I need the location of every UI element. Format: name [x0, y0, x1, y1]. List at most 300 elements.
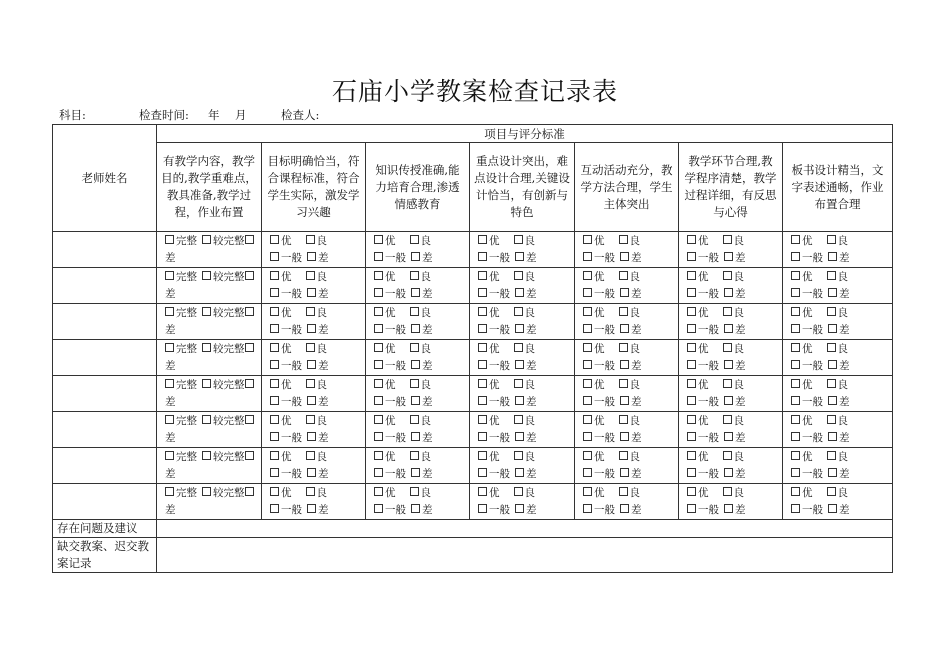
checkbox[interactable] [306, 379, 315, 388]
completeness-cell: 完整 较完整 差 [157, 376, 262, 412]
checkbox[interactable] [202, 487, 211, 496]
checkbox[interactable] [687, 271, 696, 280]
checkbox[interactable] [619, 379, 628, 388]
checkbox[interactable] [374, 432, 383, 441]
checkbox[interactable] [687, 432, 696, 441]
checkbox[interactable] [583, 504, 592, 513]
checkbox[interactable] [307, 504, 316, 513]
grade-cell: 优 良 一般 差 [366, 268, 470, 304]
checkbox[interactable] [307, 252, 316, 261]
checkbox[interactable] [515, 288, 524, 297]
checkbox[interactable] [827, 379, 836, 388]
checkbox[interactable] [245, 415, 254, 424]
checkbox[interactable] [374, 271, 383, 280]
checkbox[interactable] [410, 451, 419, 460]
checkbox[interactable] [374, 415, 383, 424]
checkbox[interactable] [374, 379, 383, 388]
checkbox[interactable] [583, 235, 592, 244]
checkbox[interactable] [478, 307, 487, 316]
checkbox[interactable] [374, 468, 383, 477]
checkbox[interactable] [411, 396, 420, 405]
checkbox[interactable] [514, 235, 523, 244]
checkbox[interactable] [620, 504, 629, 513]
checkbox[interactable] [478, 360, 487, 369]
criterion-header: 教学环节合理,教学程序清楚，教学过程详细，有反思与心得 [679, 143, 783, 232]
checkbox[interactable] [374, 343, 383, 352]
criterion-header: 重点设计突出，难点设计合理,关键设计恰当，有创新与特色 [470, 143, 575, 232]
checkbox[interactable] [306, 271, 315, 280]
checkbox[interactable] [410, 343, 419, 352]
criterion-header: 板书设计精当，文字表述通畅，作业布置合理 [783, 143, 893, 232]
checkbox[interactable] [270, 360, 279, 369]
checkbox[interactable] [583, 343, 592, 352]
checkbox[interactable] [307, 432, 316, 441]
checkbox[interactable] [723, 235, 732, 244]
checkbox[interactable] [270, 379, 279, 388]
grade-cell: 优 良 一般 差 [783, 232, 893, 268]
grade-cell: 优 良 一般 差 [470, 340, 575, 376]
checkbox[interactable] [619, 343, 628, 352]
table-row [53, 268, 893, 304]
checkbox[interactable] [827, 415, 836, 424]
checkbox[interactable] [478, 432, 487, 441]
checkbox[interactable] [374, 307, 383, 316]
grade-cell: 优 良 一般 差 [679, 448, 783, 484]
checkbox[interactable] [514, 271, 523, 280]
missing-row [53, 538, 893, 573]
grade-cell: 优 良 一般 差 [575, 448, 679, 484]
checkbox[interactable] [687, 288, 696, 297]
grade-cell: 优 良 一般 差 [366, 304, 470, 340]
checkbox[interactable] [478, 468, 487, 477]
checkbox[interactable] [620, 396, 629, 405]
teacher-name-cell[interactable] [53, 340, 157, 376]
checkbox[interactable] [478, 288, 487, 297]
grade-cell: 优 良 一般 差 [262, 484, 366, 520]
checkbox[interactable] [245, 307, 254, 316]
checkbox[interactable] [791, 451, 800, 460]
teacher-name-cell[interactable] [53, 484, 157, 520]
checkbox[interactable] [828, 288, 837, 297]
checkbox[interactable] [202, 343, 211, 352]
checkbox[interactable] [270, 396, 279, 405]
checkbox[interactable] [514, 343, 523, 352]
checkbox[interactable] [687, 415, 696, 424]
checkbox[interactable] [791, 360, 800, 369]
checkbox[interactable] [374, 235, 383, 244]
checkbox[interactable] [514, 451, 523, 460]
checkbox[interactable] [828, 252, 837, 261]
grade-cell: 优 良 一般 差 [262, 304, 366, 340]
grade-cell: 优 良 一般 差 [262, 340, 366, 376]
checkbox[interactable] [270, 288, 279, 297]
checkbox[interactable] [620, 324, 629, 333]
year-label: 年 [208, 108, 220, 122]
checkbox[interactable] [374, 504, 383, 513]
checkbox[interactable] [791, 235, 800, 244]
checkbox[interactable] [723, 487, 732, 496]
table-row [53, 304, 893, 340]
checkbox[interactable] [583, 288, 592, 297]
checkbox[interactable] [411, 360, 420, 369]
checkbox[interactable] [687, 396, 696, 405]
checkbox[interactable] [723, 451, 732, 460]
issues-label: 存在问题及建议 [53, 520, 157, 538]
checkbox[interactable] [791, 379, 800, 388]
check-time-label: 检查时间: [139, 108, 189, 122]
checkbox[interactable] [687, 487, 696, 496]
checkbox[interactable] [515, 360, 524, 369]
checkbox[interactable] [724, 252, 733, 261]
checkbox[interactable] [270, 432, 279, 441]
issues-field[interactable] [157, 520, 893, 538]
checkbox[interactable] [583, 252, 592, 261]
checkbox[interactable] [202, 451, 211, 460]
grade-cell: 优 良 一般 差 [470, 304, 575, 340]
checkbox[interactable] [619, 271, 628, 280]
checkbox[interactable] [827, 451, 836, 460]
grade-cell: 优 良 一般 差 [262, 376, 366, 412]
checkbox[interactable] [410, 415, 419, 424]
checkbox[interactable] [828, 360, 837, 369]
checkbox[interactable] [478, 487, 487, 496]
grade-cell: 优 良 一般 差 [470, 412, 575, 448]
checkbox[interactable] [687, 379, 696, 388]
checkbox[interactable] [583, 432, 592, 441]
checkbox[interactable] [202, 271, 211, 280]
grade-cell: 优 良 一般 差 [575, 304, 679, 340]
page-title: 石庙小学教案检查记录表 [331, 77, 618, 106]
inspection-table [52, 124, 893, 573]
checkbox[interactable] [306, 415, 315, 424]
checkbox[interactable] [723, 415, 732, 424]
checkbox[interactable] [583, 468, 592, 477]
grade-cell: 优 良 一般 差 [575, 412, 679, 448]
checkbox[interactable] [583, 307, 592, 316]
checkbox[interactable] [374, 252, 383, 261]
checkbox[interactable] [270, 235, 279, 244]
completeness-cell: 完整 较完整 差 [157, 232, 262, 268]
checkbox[interactable] [724, 432, 733, 441]
completeness-cell: 完整 较完整 差 [157, 340, 262, 376]
checkbox[interactable] [270, 468, 279, 477]
checkbox[interactable] [791, 271, 800, 280]
checkbox[interactable] [306, 235, 315, 244]
checkbox[interactable] [583, 451, 592, 460]
checkbox[interactable] [827, 271, 836, 280]
grade-cell: 优 良 一般 差 [575, 232, 679, 268]
checkbox[interactable] [374, 288, 383, 297]
checkbox[interactable] [620, 432, 629, 441]
grade-cell: 优 良 一般 差 [783, 340, 893, 376]
checkbox[interactable] [791, 324, 800, 333]
checkbox[interactable] [410, 271, 419, 280]
checkbox[interactable] [619, 235, 628, 244]
checkbox[interactable] [270, 451, 279, 460]
checkbox[interactable] [828, 468, 837, 477]
criterion-header: 目标明确恰当，符合课程标准，符合学生实际，激发学习兴趣 [262, 143, 366, 232]
grade-cell: 优 良 一般 差 [366, 232, 470, 268]
grade-cell: 优 良 一般 差 [679, 340, 783, 376]
checkbox[interactable] [411, 252, 420, 261]
completeness-cell: 完整 较完整 差 [157, 448, 262, 484]
criterion-header: 有教学内容，教学目的,教学重难点，教具准备,教学过程，作业布置 [157, 143, 262, 232]
teacher-name-cell[interactable] [53, 232, 157, 268]
grade-cell: 优 良 一般 差 [679, 412, 783, 448]
checkbox[interactable] [374, 360, 383, 369]
checkbox[interactable] [165, 235, 174, 244]
grade-cell: 优 良 一般 差 [679, 376, 783, 412]
checkbox[interactable] [307, 360, 316, 369]
teacher-name-cell[interactable] [53, 268, 157, 304]
checkbox[interactable] [270, 504, 279, 513]
checkbox[interactable] [478, 252, 487, 261]
checkbox[interactable] [270, 324, 279, 333]
checkbox[interactable] [165, 343, 174, 352]
checkbox[interactable] [374, 487, 383, 496]
checkbox[interactable] [687, 235, 696, 244]
inspector-label: 检查人: [281, 108, 320, 122]
checkbox[interactable] [619, 487, 628, 496]
checkbox[interactable] [478, 271, 487, 280]
criterion-header: 知识传授准确,能力培育合理,渗透情感教育 [366, 143, 470, 232]
checkbox[interactable] [827, 307, 836, 316]
checkbox[interactable] [583, 415, 592, 424]
checkbox[interactable] [723, 307, 732, 316]
checkbox[interactable] [515, 504, 524, 513]
checkbox[interactable] [245, 487, 254, 496]
checkbox[interactable] [202, 307, 211, 316]
checkbox[interactable] [411, 288, 420, 297]
checkbox[interactable] [245, 379, 254, 388]
grade-cell: 优 良 一般 差 [783, 268, 893, 304]
checkbox[interactable] [245, 235, 254, 244]
checkbox[interactable] [791, 396, 800, 405]
checkbox[interactable] [307, 396, 316, 405]
checkbox[interactable] [827, 235, 836, 244]
checkbox[interactable] [374, 396, 383, 405]
checkbox[interactable] [620, 288, 629, 297]
month-label: 月 [235, 108, 247, 122]
grade-cell: 优 良 一般 差 [783, 304, 893, 340]
grade-cell: 优 良 一般 差 [366, 376, 470, 412]
checkbox[interactable] [687, 468, 696, 477]
grade-cell: 优 良 一般 差 [470, 484, 575, 520]
checkbox[interactable] [515, 324, 524, 333]
checkbox[interactable] [411, 324, 420, 333]
checkbox[interactable] [687, 252, 696, 261]
checkbox[interactable] [620, 360, 629, 369]
completeness-cell: 完整 较完整 差 [157, 304, 262, 340]
grade-cell: 优 良 一般 差 [470, 448, 575, 484]
checkbox[interactable] [515, 396, 524, 405]
checkbox[interactable] [202, 379, 211, 388]
checkbox[interactable] [724, 468, 733, 477]
checkbox[interactable] [270, 415, 279, 424]
checkbox[interactable] [724, 504, 733, 513]
checkbox[interactable] [165, 379, 174, 388]
checkbox[interactable] [724, 324, 733, 333]
checkbox[interactable] [165, 451, 174, 460]
checkbox[interactable] [791, 415, 800, 424]
table-row [53, 484, 893, 520]
checkbox[interactable] [306, 451, 315, 460]
grade-cell: 优 良 一般 差 [783, 412, 893, 448]
checkbox[interactable] [514, 379, 523, 388]
missing-label: 缺交教案、迟交教案记录 [53, 538, 157, 573]
checkbox[interactable] [791, 504, 800, 513]
checkbox[interactable] [583, 271, 592, 280]
table-row [53, 232, 893, 268]
checkbox[interactable] [411, 432, 420, 441]
checkbox[interactable] [583, 379, 592, 388]
checkbox[interactable] [478, 396, 487, 405]
checkbox[interactable] [270, 271, 279, 280]
checkbox[interactable] [245, 451, 254, 460]
checkbox[interactable] [791, 343, 800, 352]
checkbox[interactable] [791, 432, 800, 441]
completeness-cell: 完整 较完整 差 [157, 268, 262, 304]
table-row [53, 340, 893, 376]
checkbox[interactable] [620, 468, 629, 477]
checkbox[interactable] [410, 487, 419, 496]
checkbox[interactable] [410, 235, 419, 244]
teacher-name-cell[interactable] [53, 304, 157, 340]
checkbox[interactable] [515, 252, 524, 261]
completeness-cell: 完整 较完整 差 [157, 412, 262, 448]
checkbox[interactable] [687, 504, 696, 513]
grade-cell: 优 良 一般 差 [366, 340, 470, 376]
teacher-name-cell[interactable] [53, 376, 157, 412]
checkbox[interactable] [791, 487, 800, 496]
checkbox[interactable] [165, 271, 174, 280]
grade-cell: 优 良 一般 差 [470, 268, 575, 304]
grade-cell: 优 良 一般 差 [262, 268, 366, 304]
checkbox[interactable] [374, 324, 383, 333]
grade-cell: 优 良 一般 差 [575, 268, 679, 304]
checkbox[interactable] [478, 451, 487, 460]
checkbox[interactable] [165, 307, 174, 316]
checkbox[interactable] [828, 324, 837, 333]
teacher-name-cell[interactable] [53, 448, 157, 484]
table-row [53, 412, 893, 448]
checkbox[interactable] [827, 343, 836, 352]
checkbox[interactable] [306, 343, 315, 352]
checkbox[interactable] [828, 432, 837, 441]
checkbox[interactable] [583, 360, 592, 369]
checkbox[interactable] [827, 487, 836, 496]
table-row [53, 376, 893, 412]
checkbox[interactable] [724, 360, 733, 369]
checkbox[interactable] [374, 451, 383, 460]
checkbox[interactable] [687, 451, 696, 460]
checkbox[interactable] [307, 288, 316, 297]
checkbox[interactable] [687, 360, 696, 369]
grade-cell: 优 良 一般 差 [679, 304, 783, 340]
checkbox[interactable] [687, 324, 696, 333]
checkbox[interactable] [687, 343, 696, 352]
checkbox[interactable] [791, 307, 800, 316]
checkbox[interactable] [478, 415, 487, 424]
grade-cell: 优 良 一般 差 [575, 376, 679, 412]
grade-cell: 优 良 一般 差 [575, 484, 679, 520]
checkbox[interactable] [478, 379, 487, 388]
grade-cell: 优 良 一般 差 [262, 448, 366, 484]
checkbox[interactable] [583, 396, 592, 405]
checkbox[interactable] [270, 252, 279, 261]
checkbox[interactable] [202, 235, 211, 244]
checkbox[interactable] [270, 487, 279, 496]
checkbox[interactable] [478, 324, 487, 333]
checkbox[interactable] [411, 468, 420, 477]
checkbox[interactable] [245, 271, 254, 280]
checkbox[interactable] [306, 307, 315, 316]
checkbox[interactable] [828, 504, 837, 513]
checkbox[interactable] [791, 252, 800, 261]
table-row [53, 448, 893, 484]
completeness-cell: 完整 较完整 差 [157, 484, 262, 520]
grade-cell: 优 良 一般 差 [679, 484, 783, 520]
grade-cell: 优 良 一般 差 [783, 448, 893, 484]
checkbox[interactable] [478, 343, 487, 352]
checkbox[interactable] [411, 504, 420, 513]
checkbox[interactable] [828, 396, 837, 405]
checkbox[interactable] [791, 468, 800, 477]
checkbox[interactable] [724, 396, 733, 405]
missing-field[interactable] [157, 538, 893, 573]
issues-row [53, 520, 893, 538]
grade-cell: 优 良 一般 差 [262, 232, 366, 268]
grade-cell: 优 良 一般 差 [783, 484, 893, 520]
checkbox[interactable] [619, 415, 628, 424]
checkbox[interactable] [791, 288, 800, 297]
checkbox[interactable] [202, 415, 211, 424]
checkbox[interactable] [619, 451, 628, 460]
grade-cell: 优 良 一般 差 [366, 412, 470, 448]
checkbox[interactable] [723, 271, 732, 280]
checkbox[interactable] [306, 487, 315, 496]
checkbox[interactable] [165, 487, 174, 496]
grade-cell: 优 良 一般 差 [679, 268, 783, 304]
teacher-name-cell[interactable] [53, 412, 157, 448]
checkbox[interactable] [723, 379, 732, 388]
checkbox[interactable] [620, 252, 629, 261]
checkbox[interactable] [515, 468, 524, 477]
checkbox[interactable] [478, 235, 487, 244]
checkbox[interactable] [687, 307, 696, 316]
checkbox[interactable] [619, 307, 628, 316]
checkbox[interactable] [270, 307, 279, 316]
checkbox[interactable] [583, 487, 592, 496]
checkbox[interactable] [514, 415, 523, 424]
checkbox[interactable] [514, 307, 523, 316]
checkbox[interactable] [270, 343, 279, 352]
checkbox[interactable] [165, 415, 174, 424]
checkbox[interactable] [245, 343, 254, 352]
checkbox[interactable] [410, 307, 419, 316]
checkbox[interactable] [723, 343, 732, 352]
checkbox[interactable] [583, 324, 592, 333]
checkbox[interactable] [307, 468, 316, 477]
checkbox[interactable] [307, 324, 316, 333]
grade-cell: 优 良 一般 差 [470, 232, 575, 268]
checkbox[interactable] [478, 504, 487, 513]
checkbox[interactable] [410, 379, 419, 388]
checkbox[interactable] [724, 288, 733, 297]
checkbox[interactable] [515, 432, 524, 441]
grade-cell: 优 良 一般 差 [366, 448, 470, 484]
checkbox[interactable] [514, 487, 523, 496]
